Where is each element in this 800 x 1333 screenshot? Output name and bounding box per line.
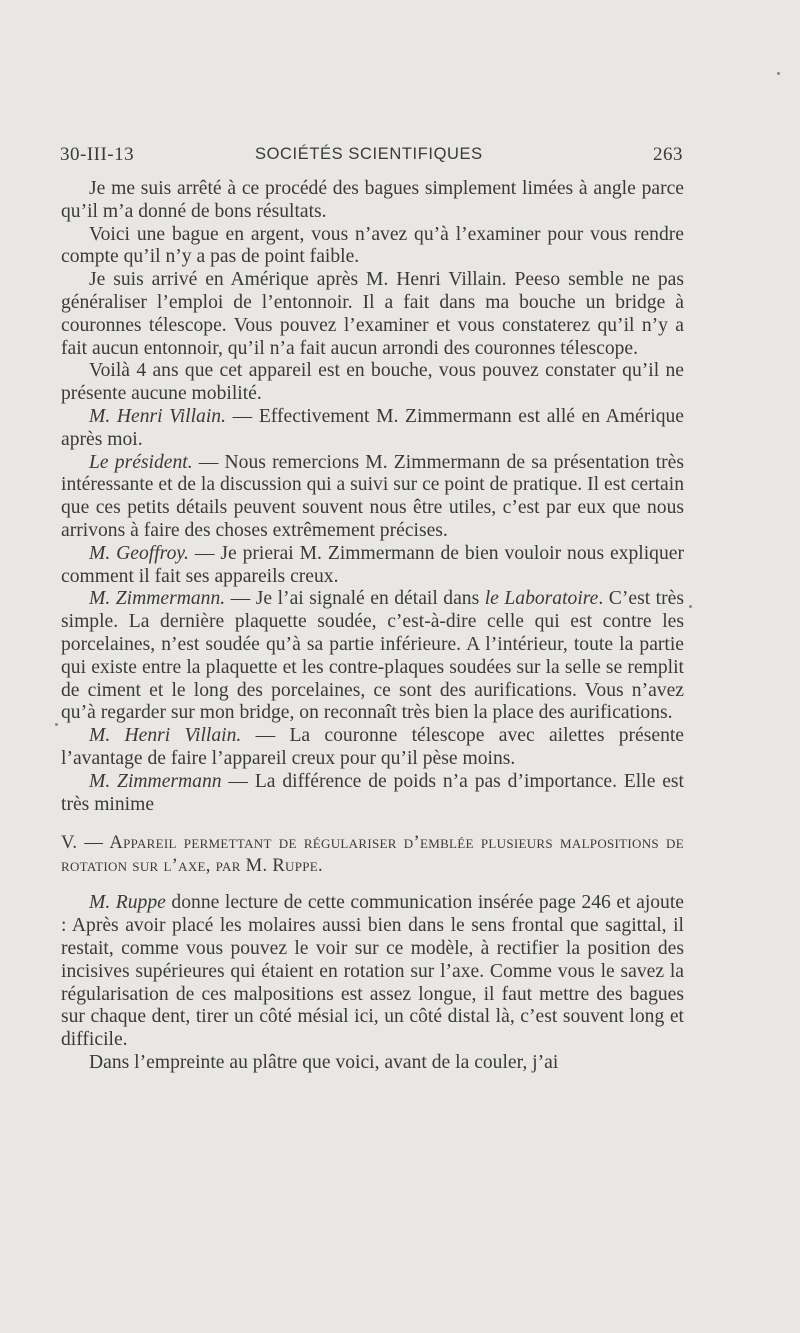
- paragraph: M. Zimmermann. — Je l’ai signalé en détail dans le Laboratoire. C’est très simple. La dernière plaquette soudée, c’est-à-dire celle qui est contre les porcelaines, n’est soudée qu’à sa partie inférieure. A l’intérieur, toute la partie qui existe entre la plaquette et les contre-plaques soudées sur la selle se remplit de ciment et le long des porcelaines, ce sont des aurifications. Vous n’avez qu’à regarder sur mon bridge, on reconnaît très bien la place des aurifications.: [61, 588, 684, 724]
- header-date: 30-III-13: [60, 144, 135, 165]
- speck-mark: [689, 605, 692, 608]
- paragraph: Voilà 4 ans que cet appareil est en bouche, vous pouvez constater qu’il ne présente aucune mobilité.: [61, 360, 684, 405]
- speaker-name: Le président.: [89, 451, 193, 473]
- page-number: 263: [653, 144, 683, 165]
- paragraph: Je me suis arrêté à ce procédé des bagues simplement limées à angle parce qu’il m’a donné de bons résultats.: [61, 178, 684, 222]
- speck-mark: [777, 72, 780, 75]
- header-title: SOCIÉTÉS SCIENTIFIQUES: [255, 145, 483, 163]
- speaker-name: M. Ruppe: [89, 892, 166, 914]
- speaker-name: M. Geoffroy.: [89, 542, 189, 564]
- paragraph: Dans l’empreinte au plâtre que voici, avant de la couler, j’ai: [89, 1051, 559, 1073]
- speaker-name: M. Henri Villain.: [89, 725, 242, 747]
- paragraph: M. Henri Villain. — Effectivement M. Zimmermann est allé en Amérique après moi.: [61, 405, 685, 450]
- speaker-name: M. Zimmermann.: [89, 588, 226, 610]
- paragraph: M. Ruppe donne lecture de cette communication insérée page 246 et ajoute : Après avoir placé les molaires aussi bien dans le sens frontal que sagittal, il restait, comme vous pouvez le voir sur ce modèle, à rectifier la position des incisives supérieures qui étaient en rotation sur l’axe. Comme vous le savez la régularisation de ces malpositions est assez longue, il faut mettre des bagues sur chaque dent, tirer un côté mésial ici, un côté distal là, c’est souvent long et difficile.: [61, 892, 684, 1051]
- speaker-name: M. Zimmermann: [89, 770, 222, 792]
- paragraph: M. Geoffroy. — Je prierai M. Zimmermann de bien vouloir nous expliquer comment il fait ses appareils creux.: [61, 542, 684, 587]
- paragraph: M. Henri Villain. — La couronne télescope avec ailettes présente l’avantage de faire l’appareil creux pour qu’il pèse moins.: [61, 725, 685, 769]
- speck-mark: [55, 723, 58, 726]
- paragraph: Je suis arrivé en Amérique après M. Henri Villain. Peeso semble ne pas généraliser l’emploi de l’entonnoir. Il a fait dans ma bouche un bridge à couronnes télescope. Vous pouvez l’examiner et vous constaterez qu’il n’y a fait aucun entonnoir, qu’il n’a fait aucun arrondi des couronnes télescope.: [61, 269, 684, 359]
- body-text: [61, 178, 684, 1075]
- paragraph: M. Zimmermann — La différence de poids n’a pas d’importance. Elle est très minime: [61, 770, 684, 815]
- paragraph: Voici une bague en argent, vous n’avez qu’à l’examiner pour vous rendre compte qu’il n’y a pas de point faible.: [61, 223, 684, 268]
- section-heading: V. — Appareil permettant de régulariser d’emblée plusieurs malpositions de rotation sur l’axe, par M. Ruppe.: [61, 832, 684, 877]
- journal-title: le Laboratoire: [484, 588, 599, 610]
- paragraph: Le président. — Nous remercions M. Zimmermann de sa présentation très intéressante et de la discussion qui a suivi sur ce point de pratique. Il est certain que ces petits détails peuvent souvent nous être utiles, c’est par eux que nous arrivons à faire des choses extrêmement précises.: [61, 451, 684, 541]
- speaker-name: M. Henri Villain.: [89, 405, 226, 427]
- running-header: [60, 144, 683, 170]
